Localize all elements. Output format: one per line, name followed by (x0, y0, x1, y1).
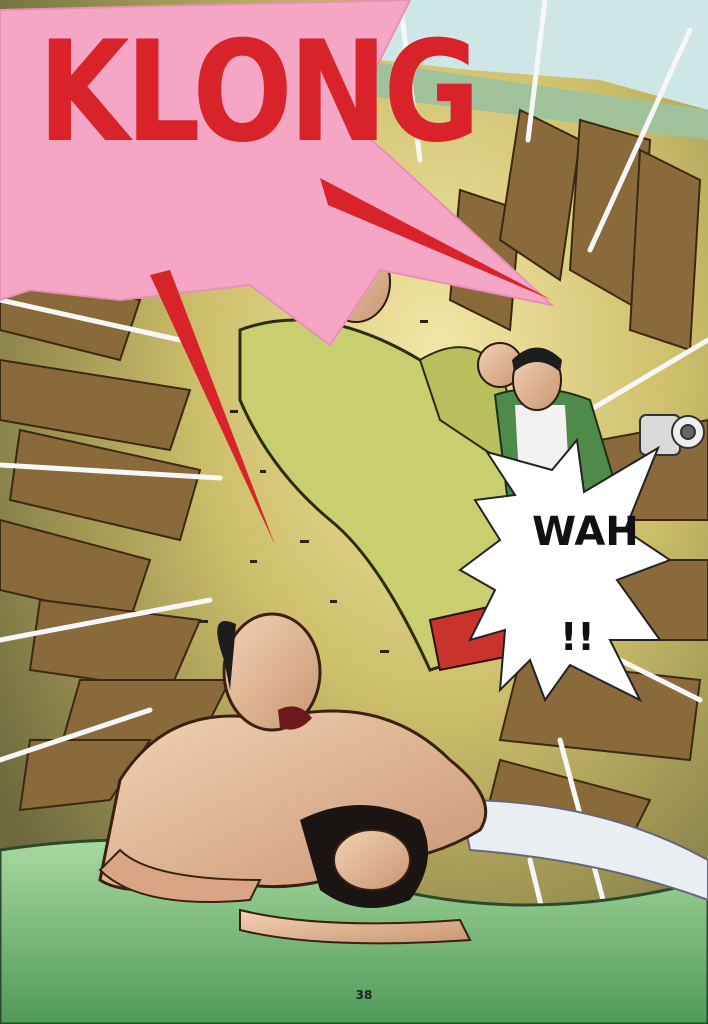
page-number: 38 (355, 988, 373, 1002)
exclamation-sound-effect: !! (560, 615, 595, 659)
klong-sound-effect: KLONG (38, 10, 477, 174)
wah-sound-effect: WAH (532, 509, 639, 555)
